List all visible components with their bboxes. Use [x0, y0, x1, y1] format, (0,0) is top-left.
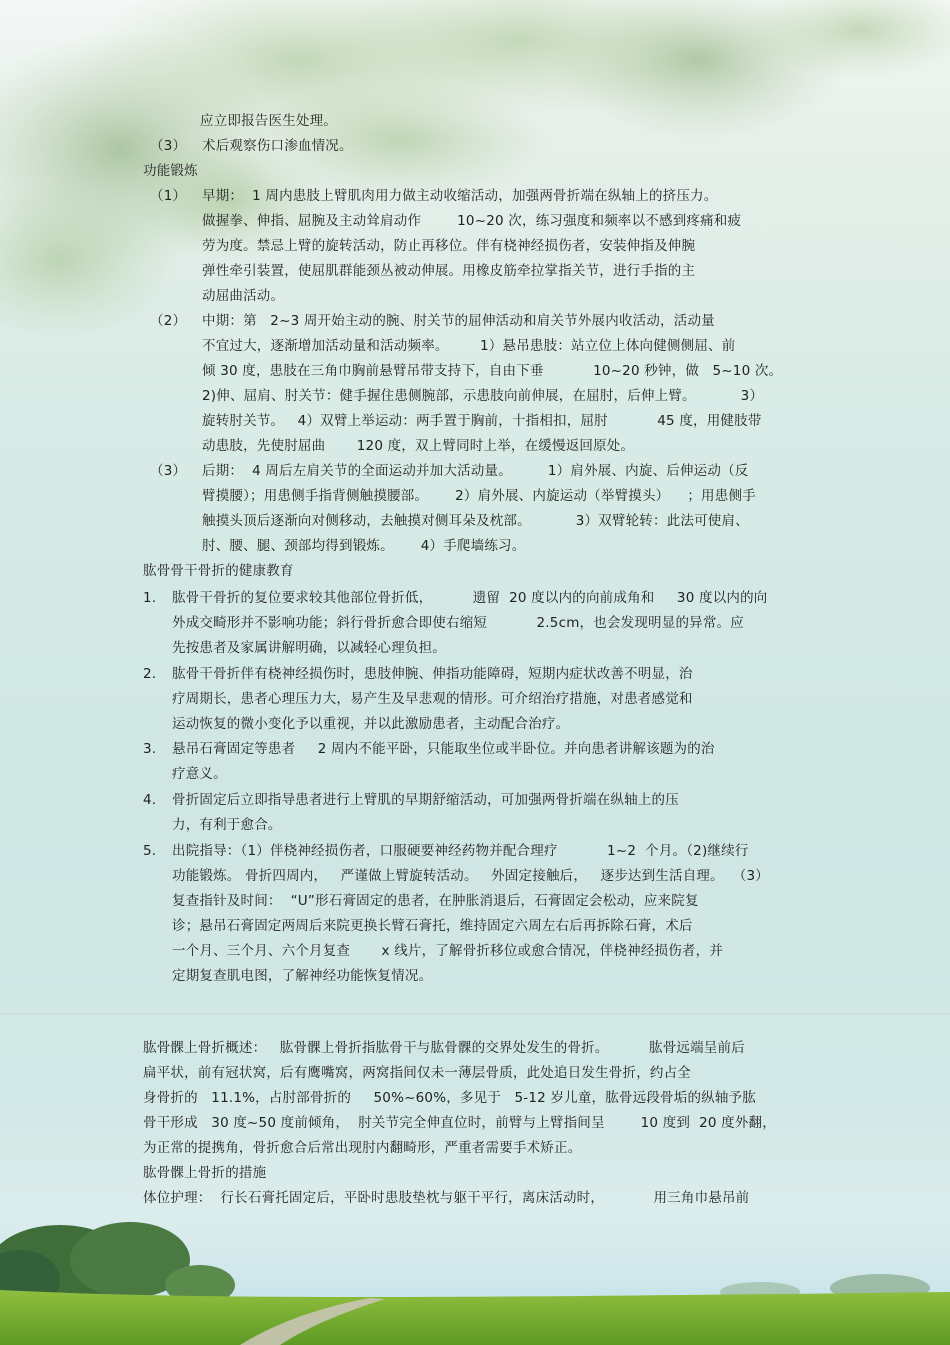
text-line: 出院指导：（1）伴桡神经损伤者，口服硬要神经药物并配合理疗 1~2 个月。（2)继续行: [172, 843, 749, 859]
text-line: 5.: [143, 843, 157, 859]
text-line: 3.: [143, 741, 157, 757]
text-line: 劳为度。禁忌上臂的旋转活动，防止再移位。伴有桡神经损伤者，安装伸指及伸腕: [202, 238, 696, 254]
text-line: 肱骨干骨折伴有桡神经损伤时，患肢伸腕、伸指功能障碍，短期内症状改善不明显，治: [172, 666, 693, 682]
text-line: 动屈曲活动。: [202, 288, 285, 304]
text-line: 中期：第 2~3 周开始主动的腕、肘关节的屈伸活动和肩关节外展内收活动，活动量: [202, 313, 715, 329]
text-line: 旋转肘关节。 4）双臂上举运动：两手置于胸前，十指相扣，屈肘 45 度，用健肢带: [202, 413, 762, 429]
text-line: 悬吊石膏固定等患者 2 周内不能平卧，只能取坐位或半卧位。并向患者讲解该题为的治: [172, 741, 715, 757]
text-line: （1）: [150, 188, 187, 204]
text-line: 复查指针及时间： “U”形石膏固定的患者，在肿胀消退后，石膏固定会松动，应来院复: [172, 893, 699, 909]
text-line: 后期： 4 周后左肩关节的全面运动并加大活动量。 1）肩外展、内旋、后伸运动（反: [202, 463, 749, 479]
text-line: 1.: [143, 590, 157, 606]
text-line: 运动恢复的微小变化予以重视，并以此激励患者，主动配合治疗。: [172, 716, 570, 732]
text-line: （3）: [150, 138, 187, 154]
text-line: 2.: [143, 666, 157, 682]
text-line: 术后观察伤口渗血情况。: [202, 138, 353, 154]
text-line: 体位护理： 行长石膏托固定后，平卧时患肢垫枕与躯干平行，离床活动时， 用三角巾悬吊前: [143, 1190, 750, 1206]
text-line: 肱骨干骨折的复位要求较其他部位骨折低， 遗留 20 度以内的向前成角和 30 度以内的向: [172, 590, 768, 606]
text-line: 应立即报告医生处理。: [200, 113, 337, 129]
text-line: 弹性牵引装置，使屈肌群能颈丛被动伸展。用橡皮筋牵拉掌指关节，进行手指的主: [202, 263, 696, 279]
text-line: 骨折固定后立即指导患者进行上臂肌的早期舒缩活动，可加强两骨折端在纵轴上的压: [172, 792, 679, 808]
text-line: 功能锻炼: [143, 163, 198, 179]
text-line: 力，有利于愈合。: [172, 817, 282, 833]
text-line: 外成交畸形并不影响功能；斜行骨折愈合即使右缩短 2.5cm，也会发现明显的异常。应: [172, 615, 744, 631]
text-line: 疗意义。: [172, 766, 227, 782]
text-line: 臂摸腰）；用患侧手指背侧触摸腰部。 2）肩外展、内旋运动（举臂摸头） ；用患侧手: [202, 488, 756, 504]
text-line: 做握拳、伸指、屈腕及主动耸肩动作 10~20 次，练习强度和频率以不感到疼痛和疲: [202, 213, 742, 229]
text-line: 诊；悬吊石膏固定两周后来院更换长臂石膏托，维持固定六周左右后再拆除石膏，术后: [172, 918, 693, 934]
text-line: 肱骨髁上骨折的措施: [143, 1165, 267, 1181]
text-line: 肘、腰、腿、颈部均得到锻炼。 4）手爬墙练习。: [202, 538, 526, 554]
text-line: （2）: [150, 313, 187, 329]
text-line: 身骨折的 11.1%，占肘部骨折的 50%~60%，多见于 5-12 岁儿童，肱骨远段骨垢的纵轴予肱: [143, 1090, 756, 1106]
text-line: 定期复查肌电图，了解神经功能恢复情况。: [172, 968, 433, 984]
text-line: 4.: [143, 792, 157, 808]
text-line: 触摸头顶后逐渐向对侧移动，去触摸对侧耳朵及枕部。 3）双臂轮转：此法可使肩、: [202, 513, 749, 529]
text-line: 2)伸、屈肩、肘关节：健手握住患侧腕部，示患肢向前伸展，在屈肘，后伸上臂。 3）: [202, 388, 764, 404]
text-line: 先按患者及家属讲解明确，以减轻心理负担。: [172, 640, 446, 656]
text-line: 疗周期长，患者心理压力大，易产生及早悲观的情形。可介绍治疗措施，对患者感觉和: [172, 691, 693, 707]
text-line: 功能锻炼。 骨折四周内， 严谨做上臂旋转活动。 外固定接触后， 逐步达到生活自理。 （3）: [172, 868, 769, 884]
text-line: 骨干形成 30 度~50 度前倾角， 肘关节完全伸直位时，前臂与上臂指间呈 10 度到 20 度外翻，: [143, 1115, 776, 1131]
text-line: 不宜过大，逐渐增加活动量和活动频率。 1）悬吊患肢：站立位上体向健侧侧屈、前: [202, 338, 736, 354]
text-line: 扁平状，前有冠状窝，后有鹰嘴窝，两窝指间仅未一薄层骨质，此处追日发生骨折，约占全: [143, 1065, 691, 1081]
text-line: 肱骨骨干骨折的健康教育: [143, 563, 294, 579]
section-divider: [0, 1013, 950, 1014]
text-line: 早期： 1 周内患肢上臂肌肉用力做主动收缩活动，加强两骨折端在纵轴上的挤压力。: [202, 188, 718, 204]
text-line: 倾 30 度，患肢在三角巾胸前悬臂吊带支持下，自由下垂 10~20 秒钟，做 5~10 次。: [202, 363, 783, 379]
text-line: （3）: [150, 463, 187, 479]
text-line: 动患肢，先使肘屈曲 120 度，双上臂同时上举，在缓慢返回原处。: [202, 438, 635, 454]
text-line: 为正常的提携角，骨折愈合后常出现肘内翻畸形，严重者需要手术矫正。: [143, 1140, 582, 1156]
text-line: 肱骨髁上骨折概述： 肱骨髁上骨折指肱骨干与肱骨髁的交界处发生的骨折。 肱骨远端呈前后: [143, 1040, 745, 1056]
text-line: 一个月、三个月、六个月复查 x 线片，了解骨折移位或愈合情况，伴桡神经损伤者，并: [172, 943, 724, 959]
